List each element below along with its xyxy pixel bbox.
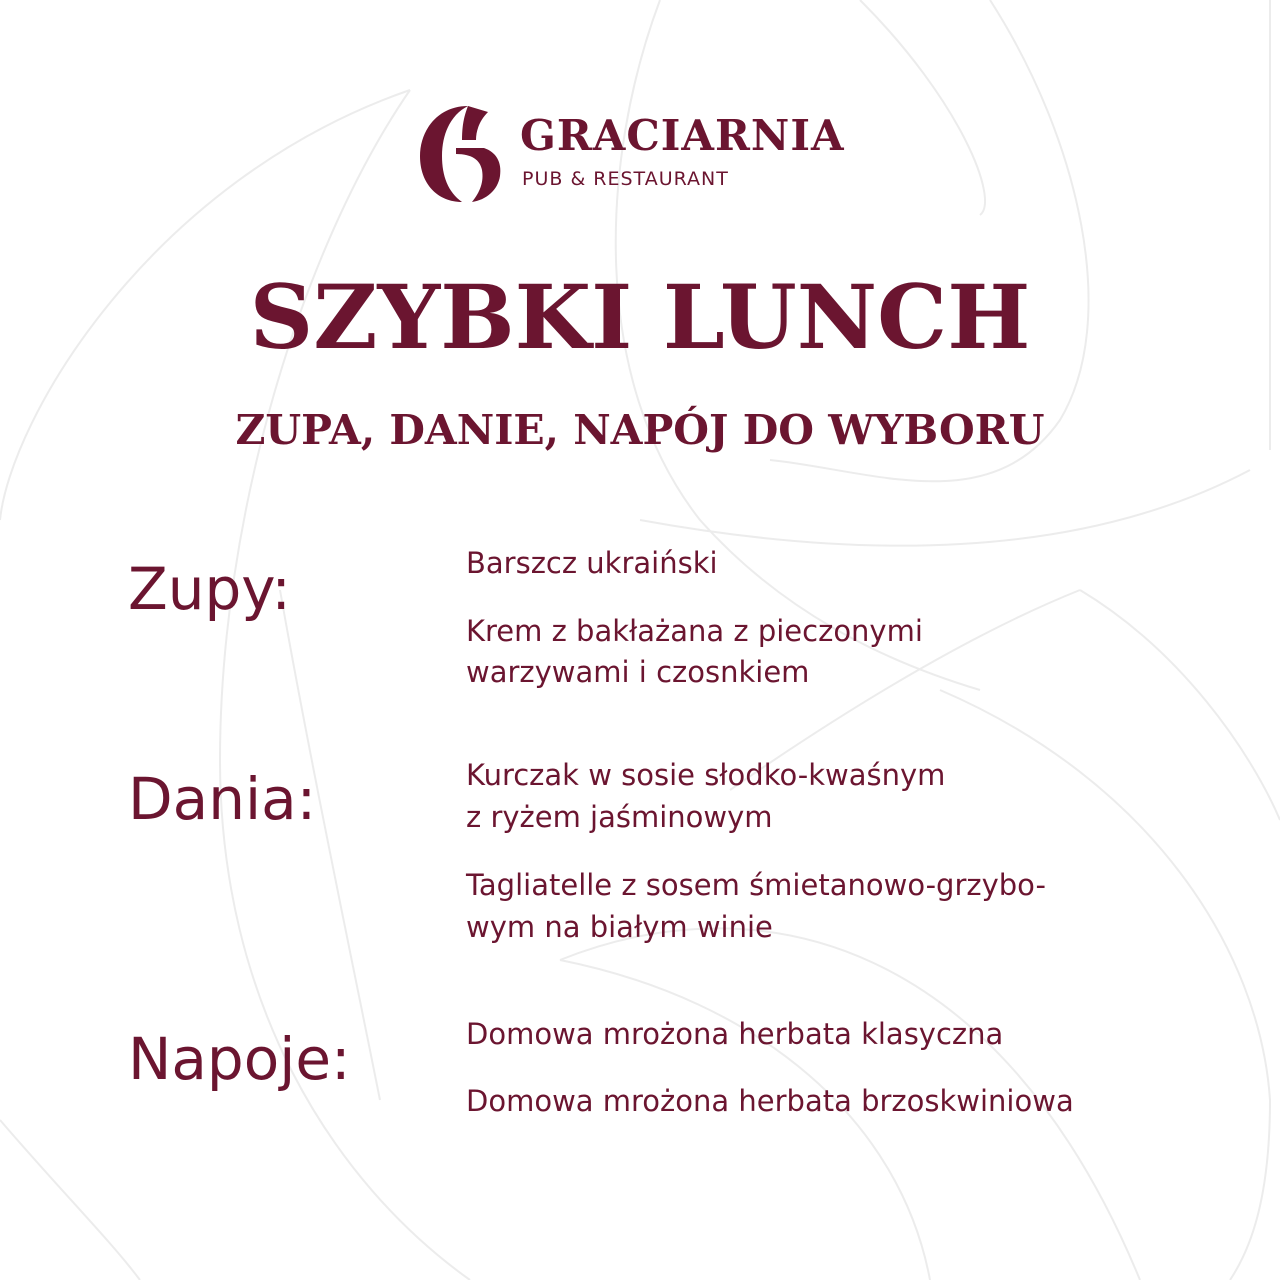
menu-item-soup-1: Barszcz ukraiński bbox=[466, 546, 718, 580]
menu-item-main-2-line2: wym na białym winie bbox=[466, 910, 773, 944]
menu-item-soup-2-line2: warzywami i czosnkiem bbox=[466, 655, 810, 689]
menu-item-drink-1: Domowa mrożona herbata klasyczna bbox=[466, 1017, 1004, 1051]
section-label-mains: Dania: bbox=[128, 765, 317, 833]
menu-item-main-1-line2: z ryżem jaśminowym bbox=[466, 800, 773, 834]
section-label-soups: Zupy: bbox=[128, 555, 291, 623]
menu-item-drink-2: Domowa mrożona herbata brzoskwiniowa bbox=[466, 1084, 1074, 1118]
page-subtitle: ZUPA, DANIE, NAPÓJ DO WYBORU bbox=[235, 406, 1045, 454]
menu-item-main-1-line1: Kurczak w sosie słodko-kwaśnym bbox=[466, 758, 946, 792]
brand-name: GRACIARNIA bbox=[520, 111, 845, 160]
brand-logo bbox=[418, 104, 878, 204]
section-label-drinks: Napoje: bbox=[128, 1025, 351, 1093]
menu-item-main-2-line1: Tagliatelle z sosem śmietanowo-grzybo- bbox=[466, 868, 1046, 902]
graciarnia-monogram-icon bbox=[418, 104, 502, 204]
page-title: SZYBKI LUNCH bbox=[249, 265, 1031, 369]
menu-item-soup-2-line1: Krem z bakłażana z pieczonymi bbox=[466, 614, 923, 648]
brand-tagline: PUB & RESTAURANT bbox=[522, 168, 729, 190]
